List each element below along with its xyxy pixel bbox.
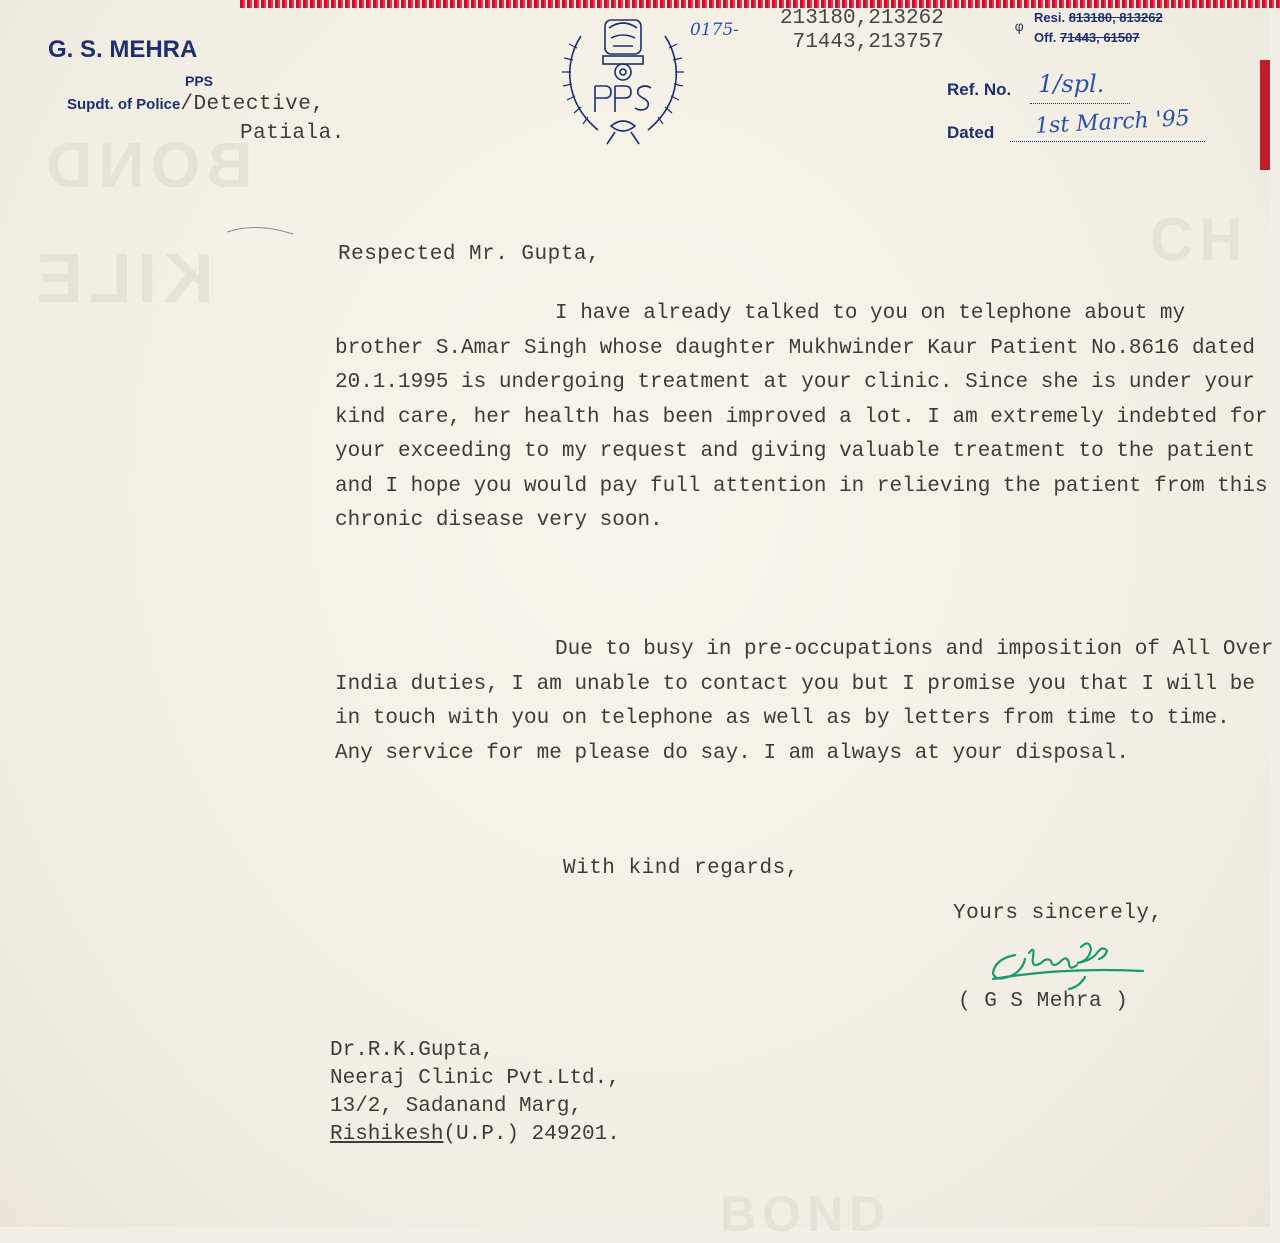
pencil-mark	[225, 222, 295, 236]
sender-post	[67, 93, 324, 116]
body-paragraph-2	[335, 633, 1275, 771]
body-paragraph-2-text: Due to busy in pre-occupations and imposition of All Over India duties, I am unable to contact you but I promise you that I will be in touch with you on telephone as well as by letters from time to time. Any service for me please do say. I am always at your disposal.	[335, 638, 1274, 765]
printed-phone-block	[1034, 8, 1163, 48]
closing-line: Yours sincerely,	[953, 902, 1163, 925]
recipient-name: Dr.R.K.Gupta,	[330, 1039, 494, 1062]
ref-value: 1/spl.	[1038, 70, 1105, 98]
red-border-top	[240, 0, 1280, 8]
sender-qualification: PPS	[185, 73, 214, 89]
dated-value: 1st March '95	[1034, 105, 1191, 140]
dated-underline	[1010, 141, 1205, 142]
bleed-through-mark: BOND	[720, 1186, 892, 1242]
recipient-city: Rishikesh	[330, 1123, 444, 1146]
signatory-name: ( G S Mehra )	[958, 990, 1129, 1013]
recipient-organization: Neeraj Clinic Pvt.Ltd.,	[330, 1067, 620, 1090]
resi-label: Resi.	[1034, 10, 1066, 25]
bleed-through-mark: KILE	[30, 239, 214, 317]
salutation: Respected Mr. Gupta,	[338, 243, 601, 266]
handwritten-signature	[985, 935, 1150, 995]
police-emblem-icon	[553, 8, 693, 148]
phone-numbers	[780, 7, 944, 55]
bleed-through-mark: CH	[1150, 206, 1249, 273]
body-paragraph-1-text: I have already talked to you on telephone about my brother S.Amar Singh whose daughter Mukhwinder Kaur Patient No.8616 dated 20.1.1995 is undergoing treatment at your clinic. Since she is under your kind care, her health has been improved a lot. I am extremely indebted for your exceeding to my request and giving valuable treatment to the patient and I hope you would pay full attention in relieving the patient from this chronic disease very soon.	[335, 302, 1268, 532]
dated-label: Dated	[947, 123, 995, 142]
recipient-city-line	[330, 1121, 620, 1149]
bleed-through-mark: BOND	[40, 129, 253, 201]
body-paragraph-1	[335, 297, 1275, 539]
sender-post-title: Supdt. of Police	[67, 96, 181, 113]
red-border-right	[1260, 60, 1270, 170]
ref-label: Ref. No.	[947, 80, 1012, 99]
phone-std-code-note: 0175-	[690, 20, 740, 40]
off-numbers: 71443, 61507	[1060, 30, 1140, 45]
regards-line: With kind regards,	[563, 857, 799, 880]
resi-numbers: 813180, 813262	[1068, 10, 1163, 25]
sender-post-continuation: /Detective,	[180, 93, 325, 116]
phone-line-1: 213180,213262	[780, 7, 944, 30]
phone-line-2: 71443,213757	[792, 31, 944, 54]
sender-city: Patiala.	[240, 122, 345, 145]
phone-symbol-icon: φ	[1015, 20, 1024, 36]
recipient-street: 13/2, Sadanand Marg,	[330, 1095, 583, 1118]
recipient-state-pin: (U.P.) 249201.	[443, 1123, 620, 1146]
ref-underline	[1030, 103, 1130, 104]
sender-name: G. S. MEHRA	[48, 36, 198, 63]
recipient-address	[330, 1037, 620, 1149]
off-label: Off.	[1034, 30, 1057, 45]
